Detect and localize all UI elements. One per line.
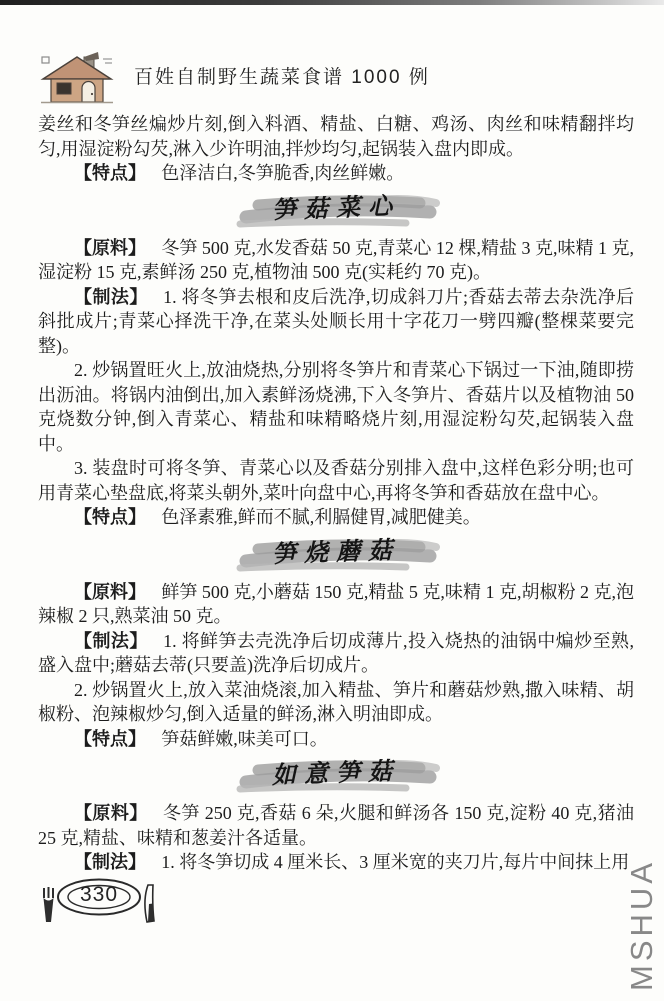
continuation-paragraph xyxy=(38,112,634,161)
paragraph-text: 2. 炒锅置旺火上,放油烧热,分别将冬笋片和青菜心下锅过一下油,随即捞出沥油。将锅内油倒出,加入素鲜汤烧沸,下入冬笋片、香菇片以及植物油 50 克烧数分钟,倒入青菜心、精盐和味精略烧片刻,用湿淀粉勾芡,起锅装入盘中。 xyxy=(38,360,634,454)
page-content xyxy=(38,112,634,875)
paragraph-text: 冬笋 500 克,水发香菇 50 克,青菜心 12 棵,精盐 3 克,味精 1 克,湿淀粉 15 克,素鲜汤 250 克,植物油 500 克(实耗约 70 克)。 xyxy=(38,237,635,282)
feature-paragraph xyxy=(38,505,634,530)
page-number: 330 xyxy=(79,883,119,906)
method-label: 【制法】 xyxy=(74,852,146,872)
method-paragraph xyxy=(38,285,634,359)
recipe-heading xyxy=(228,756,444,796)
method-step-paragraph xyxy=(38,358,634,456)
paragraph-text: 1. 将鲜笋去壳洗净后切成薄片,投入烧热的油锅中煸炒至熟,盛入盘中;蘑菇去蒂(只要盖)洗净后切成片。 xyxy=(38,630,634,675)
paragraph-text: 鲜笋 500 克,小蘑菇 150 克,精盐 5 克,味精 1 克,胡椒粉 2 克,泡辣椒 2 只,熟菜油 50 克。 xyxy=(38,581,635,626)
recipe-title: 如意笋菇 xyxy=(271,758,401,790)
page-number-badge xyxy=(36,876,162,926)
ingredients-paragraph xyxy=(38,580,634,629)
recipe-title: 笋菇菜心 xyxy=(271,193,401,224)
method-label: 【制法】 xyxy=(74,630,148,651)
paragraph-text: 色泽素雅,鲜而不腻,利膈健胃,减肥健美。 xyxy=(161,507,481,527)
paragraph-text: 笋菇鲜嫩,味美可口。 xyxy=(161,728,328,749)
method-paragraph xyxy=(38,629,634,678)
feature-paragraph xyxy=(38,161,634,186)
paragraph-text: 1. 将冬笋切成 4 厘米长、3 厘米宽的夹刀片,每片中间抹上用 xyxy=(161,852,630,872)
paragraph-text: 姜丝和冬笋丝煸炒片刻,倒入料酒、精盐、白糖、鸡汤、肉丝和味精翻拌均匀,用湿淀粉勾芡,淋入少许明油,拌炒均匀,起锅装入盘内即成。 xyxy=(38,114,634,159)
paragraph-text: 色泽洁白,冬笋脆香,肉丝鲜嫩。 xyxy=(161,163,405,183)
method-step-paragraph xyxy=(38,678,634,727)
ingredients-label: 【原料】 xyxy=(74,237,147,258)
page-header xyxy=(40,50,430,104)
feature-label: 【特点】 xyxy=(74,728,146,749)
paragraph-text: 1. 将冬笋去根和皮后洗净,切成斜刀片;香菇去蒂去杂洗净后斜批成片;青菜心择洗干净,在菜头处顺长用十字花刀一劈四瓣(整棵菜要完整)。 xyxy=(38,286,635,356)
feature-label: 【特点】 xyxy=(74,507,146,527)
paragraph-text: 冬笋 250 克,香菇 6 朵,火腿和鲜汤各 150 克,淀粉 40 克,猪油 25 克,精盐、味精和葱姜汁各适量。 xyxy=(38,803,635,848)
feature-paragraph xyxy=(38,727,634,752)
ingredients-paragraph xyxy=(38,801,634,850)
paragraph-text: 2. 炒锅置火上,放入菜油烧滚,加入精盐、笋片和蘑菇炒熟,撒入味精、胡椒粉、泡辣椒炒匀,倒入适量的鲜汤,淋入明油即成。 xyxy=(38,679,634,724)
ingredients-label: 【原料】 xyxy=(74,581,147,602)
house-icon xyxy=(40,50,116,104)
book-title: 百姓自制野生蔬菜食谱 1000 例 xyxy=(134,66,430,88)
method-step-paragraph xyxy=(38,456,634,505)
paragraph-text: 3. 装盘时可将冬笋、青菜心以及香菇分别排入盘中,这样色彩分明;也可用青菜心垫盘底,将菜头朝外,菜叶向盘中心,再将冬笋和香菇放在盘中心。 xyxy=(38,458,634,503)
recipe-heading xyxy=(228,535,444,575)
method-label: 【制法】 xyxy=(74,286,148,307)
ingredients-paragraph xyxy=(38,236,634,285)
scan-edge-artifact xyxy=(0,0,664,5)
method-paragraph xyxy=(38,850,634,875)
watermark-text: MSHUA xyxy=(624,859,659,991)
feature-label: 【特点】 xyxy=(74,163,146,183)
recipe-title: 笋烧蘑菇 xyxy=(271,537,401,568)
ingredients-label: 【原料】 xyxy=(74,803,148,823)
recipe-heading xyxy=(228,191,444,231)
